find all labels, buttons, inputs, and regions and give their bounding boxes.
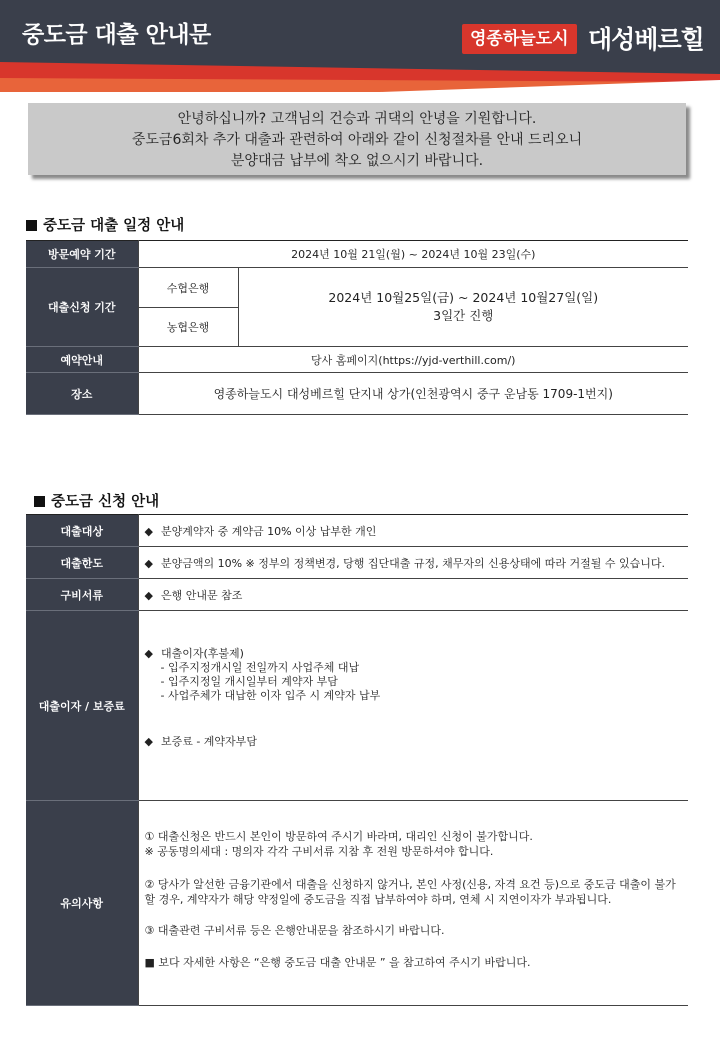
table-row (26, 515, 688, 547)
table-row (26, 579, 688, 611)
table-row (26, 347, 688, 373)
interest-head: 대출이자(후불제) (160, 647, 244, 660)
apply-label: 대출신청 기간 (26, 268, 138, 347)
caution-label: 유의사항 (26, 801, 138, 1006)
apply-section-title: 중도금 신청 안내 (34, 490, 159, 511)
bank-nonghyup: 농협은행 (138, 308, 238, 347)
bank-suhyup: 수협은행 (138, 268, 238, 308)
visit-value: 2024년 10월 21일(월) ~ 2024년 10월 23일(수) (138, 241, 688, 268)
caution-line: ① 대출신청은 반드시 본인이 방문하여 주시기 바라며, 대리인 신청이 불가합니다. (144, 830, 533, 843)
diamond-bullet-icon: ◆ (144, 556, 153, 570)
limit-value: 분양금액의 10% ※ 정부의 정책변경, 당행 집단대출 규정, 채무자의 신용상태에 따라 거절될 수 있습니다. (160, 556, 665, 570)
table-row (26, 547, 688, 579)
brand-logo-text: 대성베르힐 (588, 25, 704, 54)
target-value: 분양계약자 중 계약금 10% 이상 납부한 개인 (160, 524, 377, 538)
apply-period-cell (238, 268, 688, 347)
target-cell (138, 515, 688, 547)
interest-item: - 입주지정개시일 전일까지 사업주체 대납 (160, 661, 360, 674)
target-label: 대출대상 (26, 515, 138, 547)
interest-item: - 사업주체가 대납한 이자 입주 시 계약자 납부 (160, 689, 381, 702)
schedule-table (26, 240, 688, 415)
caution-line: ※ 공동명의세대 : 명의자 각각 구비서류 지참 후 전원 방문하셔야 합니다. (144, 845, 494, 858)
visit-label: 방문예약 기간 (26, 241, 138, 268)
apply-duration: 3일간 진행 (433, 308, 494, 323)
caution-line: 할 경우, 계약자가 해당 약정일에 중도금을 직접 납부하여야 하며, 연체 시 지연이자가 부과됩니다. (144, 893, 612, 906)
interest-label: 대출이자 / 보증료 (26, 611, 138, 801)
limit-label: 대출한도 (26, 547, 138, 579)
interest-item: - 입주지정일 개시일부터 계약자 부담 (160, 675, 338, 688)
apply-period: 2024년 10월25일(금) ~ 2024년 10월27일(일) (328, 290, 599, 305)
interest-head-line (145, 647, 689, 661)
notice-line: 분양대금 납부에 착오 없으시기 바랍니다. (230, 153, 484, 169)
fee-line (145, 735, 689, 749)
reserve-value: 당사 홈페이지(https://yjd-verthill.com/) (138, 347, 688, 373)
interest-cell (138, 611, 688, 801)
place-label: 장소 (26, 373, 138, 415)
table-row (26, 241, 688, 268)
square-bullet-icon (34, 496, 45, 507)
notice-line: 안녕하십니까? 고객님의 건승과 귀댁의 안녕을 기원합니다. (177, 111, 537, 127)
table-row (26, 801, 688, 1006)
page-title: 중도금 대출 안내문 (22, 22, 211, 48)
reserve-label: 예약안내 (26, 347, 138, 373)
caution-cell (138, 801, 688, 1006)
docs-label: 구비서류 (26, 579, 138, 611)
caution-line: ③ 대출관련 구비서류 등은 은행안내문을 참조하시기 바랍니다. (144, 924, 445, 937)
caution-line: ■ 보다 자세한 사항은 “은행 중도금 대출 안내문 ” 을 참고하여 주시기 바랍니다. (144, 956, 531, 969)
caution-line: ② 당사가 알선한 금융기관에서 대출을 신청하지 않거나, 본인 사정(신용, 자격 요건 등)으로 중도금 대출이 불가 (144, 878, 676, 891)
table-row (26, 611, 688, 801)
square-bullet-icon (26, 220, 37, 231)
table-row (26, 373, 688, 415)
header-bar (0, 0, 720, 92)
diamond-bullet-icon: ◆ (144, 524, 153, 538)
docs-value: 은행 안내문 참조 (160, 588, 243, 602)
table-row (26, 268, 688, 308)
docs-cell (138, 579, 688, 611)
place-value: 영종하늘도시 대성베르힐 단지내 상가(인천광역시 중구 운남동 1709-1번지) (138, 373, 688, 415)
apply-table (26, 514, 688, 1006)
schedule-section-title: 중도금 대출 일정 안내 (26, 214, 184, 235)
notice-line: 중도금6회차 추가 대출과 관련하여 아래와 같이 신청절차를 안내 드리오니 (131, 132, 583, 148)
fee-value: 보증료 - 계약자부담 (160, 735, 257, 748)
diamond-bullet-icon: ◆ (144, 735, 153, 748)
greeting-notice (28, 103, 686, 175)
brand-tag: 영종하늘도시 (462, 24, 577, 54)
limit-cell (138, 547, 688, 579)
diamond-bullet-icon: ◆ (144, 647, 153, 660)
diamond-bullet-icon: ◆ (144, 588, 153, 602)
